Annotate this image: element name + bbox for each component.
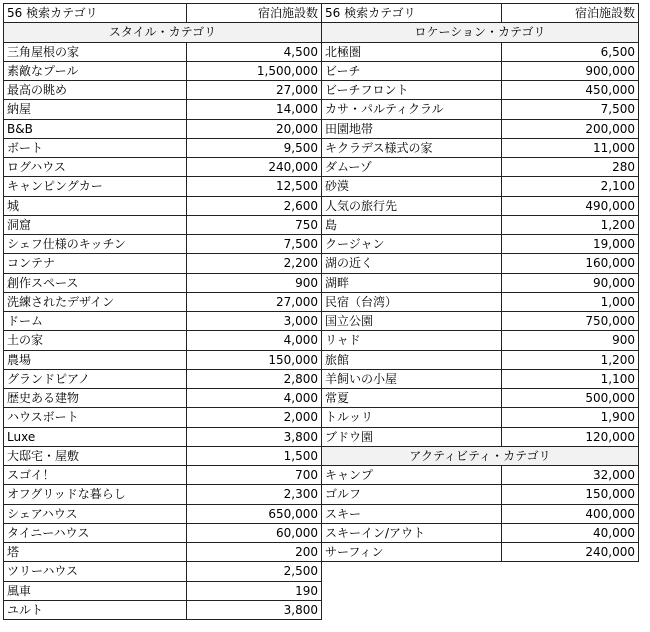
- location-category-count: 1,000: [502, 292, 639, 311]
- table-row: [4, 485, 639, 504]
- style-category-name: 塔: [4, 543, 187, 562]
- table-row: [4, 312, 639, 331]
- table-row: [4, 331, 639, 350]
- activity-category-name: スキー: [322, 504, 502, 523]
- style-category-count: 150,000: [187, 350, 322, 369]
- style-category-count: 27,000: [187, 292, 322, 311]
- table-row: [4, 408, 639, 427]
- style-section-header: スタイル・カテゴリ: [4, 23, 322, 42]
- style-category-name: 大邸宅・屋敷: [4, 446, 187, 465]
- style-category-count: 700: [187, 466, 322, 485]
- category-table-body: [4, 4, 639, 620]
- location-category-name: キクラデス様式の家: [322, 138, 502, 157]
- location-category-count: 1,900: [502, 408, 639, 427]
- location-category-name: 常夏: [322, 389, 502, 408]
- location-category-name: 砂漠: [322, 177, 502, 196]
- location-category-count: 490,000: [502, 196, 639, 215]
- left-label-header: 56 検索カテゴリ: [4, 4, 187, 23]
- location-category-count: 11,000: [502, 138, 639, 157]
- location-category-count: 450,000: [502, 81, 639, 100]
- activity-category-count: 240,000: [502, 543, 639, 562]
- style-category-name: 創作スペース: [4, 273, 187, 292]
- style-category-count: 900: [187, 273, 322, 292]
- style-category-name: 洗練されたデザイン: [4, 292, 187, 311]
- style-category-count: 3,800: [187, 600, 322, 619]
- style-category-count: 27,000: [187, 81, 322, 100]
- style-category-name: 素敵なプール: [4, 61, 187, 80]
- table-row: [4, 158, 639, 177]
- table-row: [4, 523, 639, 542]
- style-category-name: 土の家: [4, 331, 187, 350]
- location-category-name: トルッリ: [322, 408, 502, 427]
- table-row: [4, 177, 639, 196]
- style-category-name: キャンピングカー: [4, 177, 187, 196]
- style-category-count: 60,000: [187, 523, 322, 542]
- activity-category-name: キャンプ: [322, 466, 502, 485]
- style-category-count: 3,800: [187, 427, 322, 446]
- style-category-count: 2,300: [187, 485, 322, 504]
- style-category-name: ボート: [4, 138, 187, 157]
- style-category-count: 4,500: [187, 42, 322, 61]
- style-category-name: 歴史ある建物: [4, 389, 187, 408]
- style-category-count: 190: [187, 581, 322, 600]
- empty-cell: [322, 581, 502, 600]
- location-category-count: 1,200: [502, 215, 639, 234]
- location-category-count: 900,000: [502, 61, 639, 80]
- table-row: [4, 292, 639, 311]
- activity-category-count: 400,000: [502, 504, 639, 523]
- style-category-name: 農場: [4, 350, 187, 369]
- location-category-name: 民宿（台湾）: [322, 292, 502, 311]
- table-row: [4, 504, 639, 523]
- location-category-name: 旅館: [322, 350, 502, 369]
- location-category-count: 90,000: [502, 273, 639, 292]
- location-category-name: カサ・パルティクラル: [322, 100, 502, 119]
- style-category-name: ツリーハウス: [4, 562, 187, 581]
- table-row: [4, 350, 639, 369]
- table-row: [4, 215, 639, 234]
- location-category-name: 田園地帯: [322, 119, 502, 138]
- table-row: [4, 427, 639, 446]
- table-row: [4, 562, 639, 581]
- location-category-count: 2,100: [502, 177, 639, 196]
- section-header-row: [4, 23, 639, 42]
- activity-category-count: 32,000: [502, 466, 639, 485]
- style-category-count: 12,500: [187, 177, 322, 196]
- style-category-name: 最高の眺め: [4, 81, 187, 100]
- style-category-name: ログハウス: [4, 158, 187, 177]
- style-category-name: B&B: [4, 119, 187, 138]
- style-category-name: 洞窟: [4, 215, 187, 234]
- table-row: [4, 61, 639, 80]
- location-category-count: 280: [502, 158, 639, 177]
- location-category-count: 750,000: [502, 312, 639, 331]
- location-category-count: 120,000: [502, 427, 639, 446]
- table-row: [4, 81, 639, 100]
- activity-category-name: サーフィン: [322, 543, 502, 562]
- style-category-count: 240,000: [187, 158, 322, 177]
- style-category-name: グランドピアノ: [4, 369, 187, 388]
- style-category-count: 7,500: [187, 235, 322, 254]
- activity-section-header: アクティビティ・カテゴリ: [322, 446, 639, 465]
- location-category-name: 北極圏: [322, 42, 502, 61]
- style-category-name: ドーム: [4, 312, 187, 331]
- table-row: [4, 273, 639, 292]
- location-category-count: 7,500: [502, 100, 639, 119]
- style-category-count: 14,000: [187, 100, 322, 119]
- table-row: [4, 196, 639, 215]
- style-category-name: 城: [4, 196, 187, 215]
- style-category-count: 2,800: [187, 369, 322, 388]
- style-category-name: タイニーハウス: [4, 523, 187, 542]
- location-category-name: ダムーゾ: [322, 158, 502, 177]
- location-category-count: 160,000: [502, 254, 639, 273]
- table-row: [4, 100, 639, 119]
- style-category-count: 2,600: [187, 196, 322, 215]
- style-category-count: 20,000: [187, 119, 322, 138]
- style-category-count: 4,000: [187, 331, 322, 350]
- style-category-count: 2,000: [187, 408, 322, 427]
- style-category-name: シェフ仕様のキッチン: [4, 235, 187, 254]
- style-category-count: 650,000: [187, 504, 322, 523]
- style-category-name: 納屋: [4, 100, 187, 119]
- table-row: [4, 369, 639, 388]
- empty-cell: [502, 562, 639, 581]
- style-category-count: 2,200: [187, 254, 322, 273]
- style-category-name: シェアハウス: [4, 504, 187, 523]
- right-count-header: 宿泊施設数: [502, 4, 639, 23]
- location-category-name: 国立公園: [322, 312, 502, 331]
- table-row: [4, 389, 639, 408]
- location-category-name: ブドウ園: [322, 427, 502, 446]
- location-category-count: 900: [502, 331, 639, 350]
- style-category-name: オフグリッドな暮らし: [4, 485, 187, 504]
- location-category-name: ビーチ: [322, 61, 502, 80]
- style-category-name: スゴイ！: [4, 466, 187, 485]
- style-category-count: 4,000: [187, 389, 322, 408]
- location-category-name: 人気の旅行先: [322, 196, 502, 215]
- table-row: [4, 446, 639, 465]
- empty-cell: [322, 562, 502, 581]
- activity-category-count: 150,000: [502, 485, 639, 504]
- location-category-name: リャド: [322, 331, 502, 350]
- table-row: [4, 235, 639, 254]
- style-category-count: 1,500: [187, 446, 322, 465]
- category-table-container: [3, 3, 639, 620]
- table-row: [4, 119, 639, 138]
- empty-cell: [502, 600, 639, 619]
- style-category-name: ハウスボート: [4, 408, 187, 427]
- category-table: [3, 3, 639, 620]
- location-category-name: 島: [322, 215, 502, 234]
- location-section-header: ロケーション・カテゴリ: [322, 23, 639, 42]
- location-category-name: 湖畔: [322, 273, 502, 292]
- activity-category-count: 40,000: [502, 523, 639, 542]
- location-category-count: 6,500: [502, 42, 639, 61]
- table-row: [4, 254, 639, 273]
- location-category-count: 1,100: [502, 369, 639, 388]
- location-category-name: クージャン: [322, 235, 502, 254]
- location-category-count: 19,000: [502, 235, 639, 254]
- right-label-header: 56 検索カテゴリ: [322, 4, 502, 23]
- table-row: [4, 581, 639, 600]
- location-category-name: 羊飼いの小屋: [322, 369, 502, 388]
- activity-category-name: ゴルフ: [322, 485, 502, 504]
- table-row: [4, 466, 639, 485]
- column-header-row: [4, 4, 639, 23]
- style-category-name: 三角屋根の家: [4, 42, 187, 61]
- table-row: [4, 543, 639, 562]
- table-row: [4, 42, 639, 61]
- style-category-count: 200: [187, 543, 322, 562]
- location-category-count: 1,200: [502, 350, 639, 369]
- style-category-count: 3,000: [187, 312, 322, 331]
- style-category-count: 750: [187, 215, 322, 234]
- style-category-name: 風車: [4, 581, 187, 600]
- activity-category-name: スキーイン/アウト: [322, 523, 502, 542]
- empty-cell: [502, 581, 639, 600]
- location-category-name: 湖の近く: [322, 254, 502, 273]
- style-category-count: 1,500,000: [187, 61, 322, 80]
- style-category-count: 9,500: [187, 138, 322, 157]
- left-count-header: 宿泊施設数: [187, 4, 322, 23]
- location-category-name: ビーチフロント: [322, 81, 502, 100]
- style-category-name: コンテナ: [4, 254, 187, 273]
- location-category-count: 200,000: [502, 119, 639, 138]
- style-category-name: Luxe: [4, 427, 187, 446]
- style-category-name: ユルト: [4, 600, 187, 619]
- location-category-count: 500,000: [502, 389, 639, 408]
- empty-cell: [322, 600, 502, 619]
- style-category-count: 2,500: [187, 562, 322, 581]
- table-row: [4, 600, 639, 619]
- table-row: [4, 138, 639, 157]
